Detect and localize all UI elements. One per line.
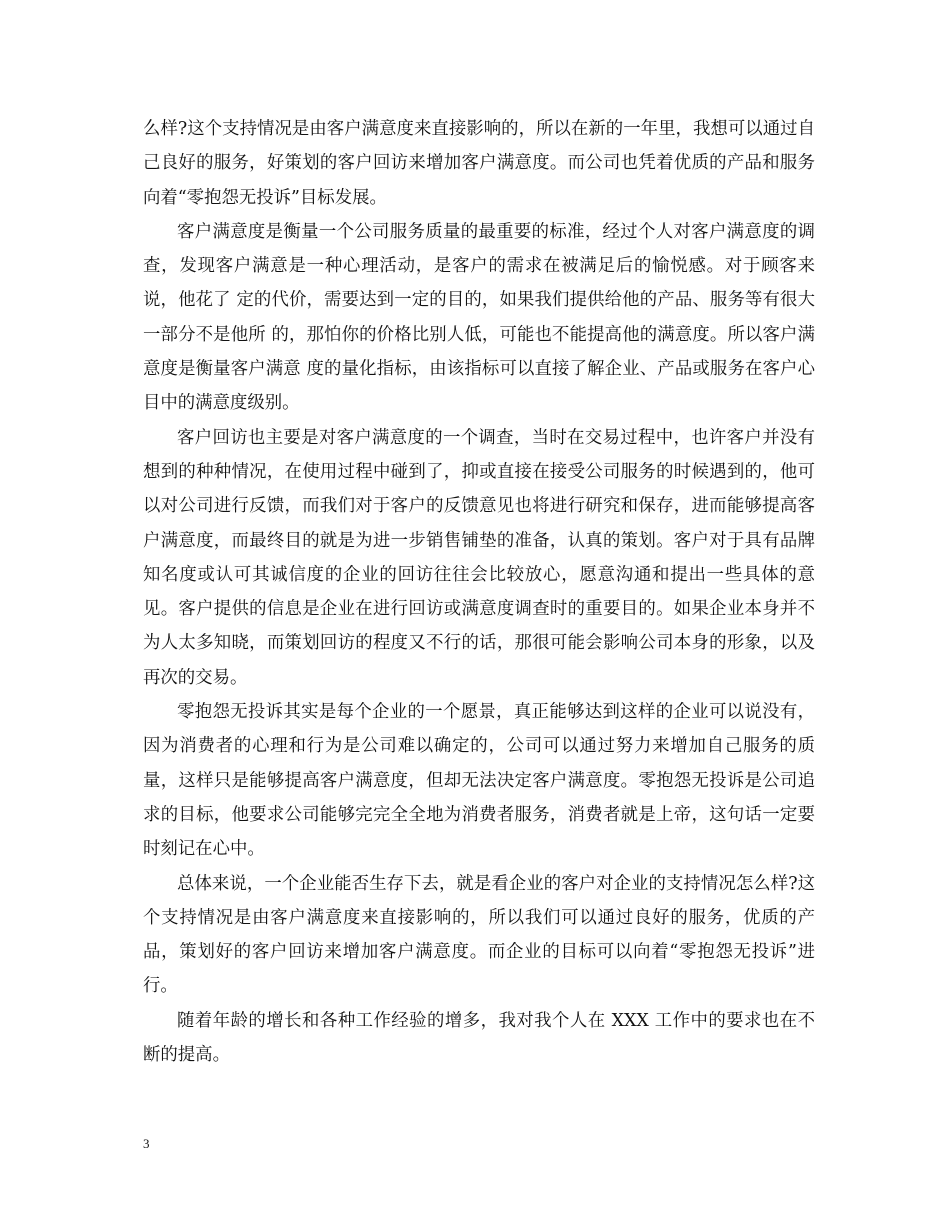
paragraph: 么样?这个支持情况是由客户满意度来直接影响的，所以在新的一年里，我想可以通过自己良好的服务，好策划的客户回访来增加客户满意度。而公司也凭着优质的产品和服务向着“零抱怨无投诉”目标发展。	[143, 119, 815, 208]
paragraph: 随着年龄的增长和各种工作经验的增多，我对我个人在 XXX 工作中的要求也在不断的提高。	[143, 1010, 815, 1066]
paragraph: 零抱怨无投诉其实是每个企业的一个愿景，真正能够达到这样的企业可以说没有，因为消费者的心理和行为是公司难以确定的，公司可以通过努力来增加自己服务的质量，这样只是能够提高客户满意度，但却无法决定客户满意度。零抱怨无投诉是公司追求的目标，他要求公司能够完完全全地为消费者服务，消费者就是上帝，这句话一定要时刻记在心中。	[143, 702, 815, 860]
page-number: 3	[143, 1136, 150, 1151]
paragraph: 总体来说，一个企业能否生存下去，就是看企业的客户对企业的支持情况怎么样?这个支持情况是由客户满意度来直接影响的，所以我们可以通过良好的服务，优质的产品，策划好的客户回访来增加客户满意度。而企业的目标可以向着“零抱怨无投诉”进行。	[143, 873, 815, 997]
paragraph: 客户满意度是衡量一个公司服务质量的最重要的标准，经过个人对客户满意度的调查，发现客户满意是一种心理活动，是客户的需求在被满足后的愉悦感。对于顾客来说，他花了 定的代价，需要达到一定的目的，如果我们提供给他的产品、服务等有很大一部分不是他所 的，那怕你的价格比别人低，可能也不能提高他的满意度。所以客户满意度是衡量客户满意 度的量化指标，由该指标可以直接了解企业、产品或服务在客户心目中的满意度级别。	[143, 221, 815, 414]
body-text	[143, 112, 815, 1072]
paragraph: 客户回访也主要是对客户满意度的一个调查，当时在交易过程中，也许客户并没有想到的种种情况，在使用过程中碰到了，抑或直接在接受公司服务的时候遇到的，他可以对公司进行反馈，而我们对于客户的反馈意见也将进行研究和保存，进而能够提高客户满意度，而最终目的就是为进一步销售铺垫的准备，认真的策划。客户对于具有品牌知名度或认可其诚信度的企业的回访往往会比较放心，愿意沟通和提出一些具体的意见。客户提供的信息是企业在进行回访或满意度调查时的重要目的。如果企业本身并不为人太多知晓，而策划回访的程度又不行的话，那很可能会影响公司本身的形象，以及再次的交易。	[143, 427, 815, 688]
